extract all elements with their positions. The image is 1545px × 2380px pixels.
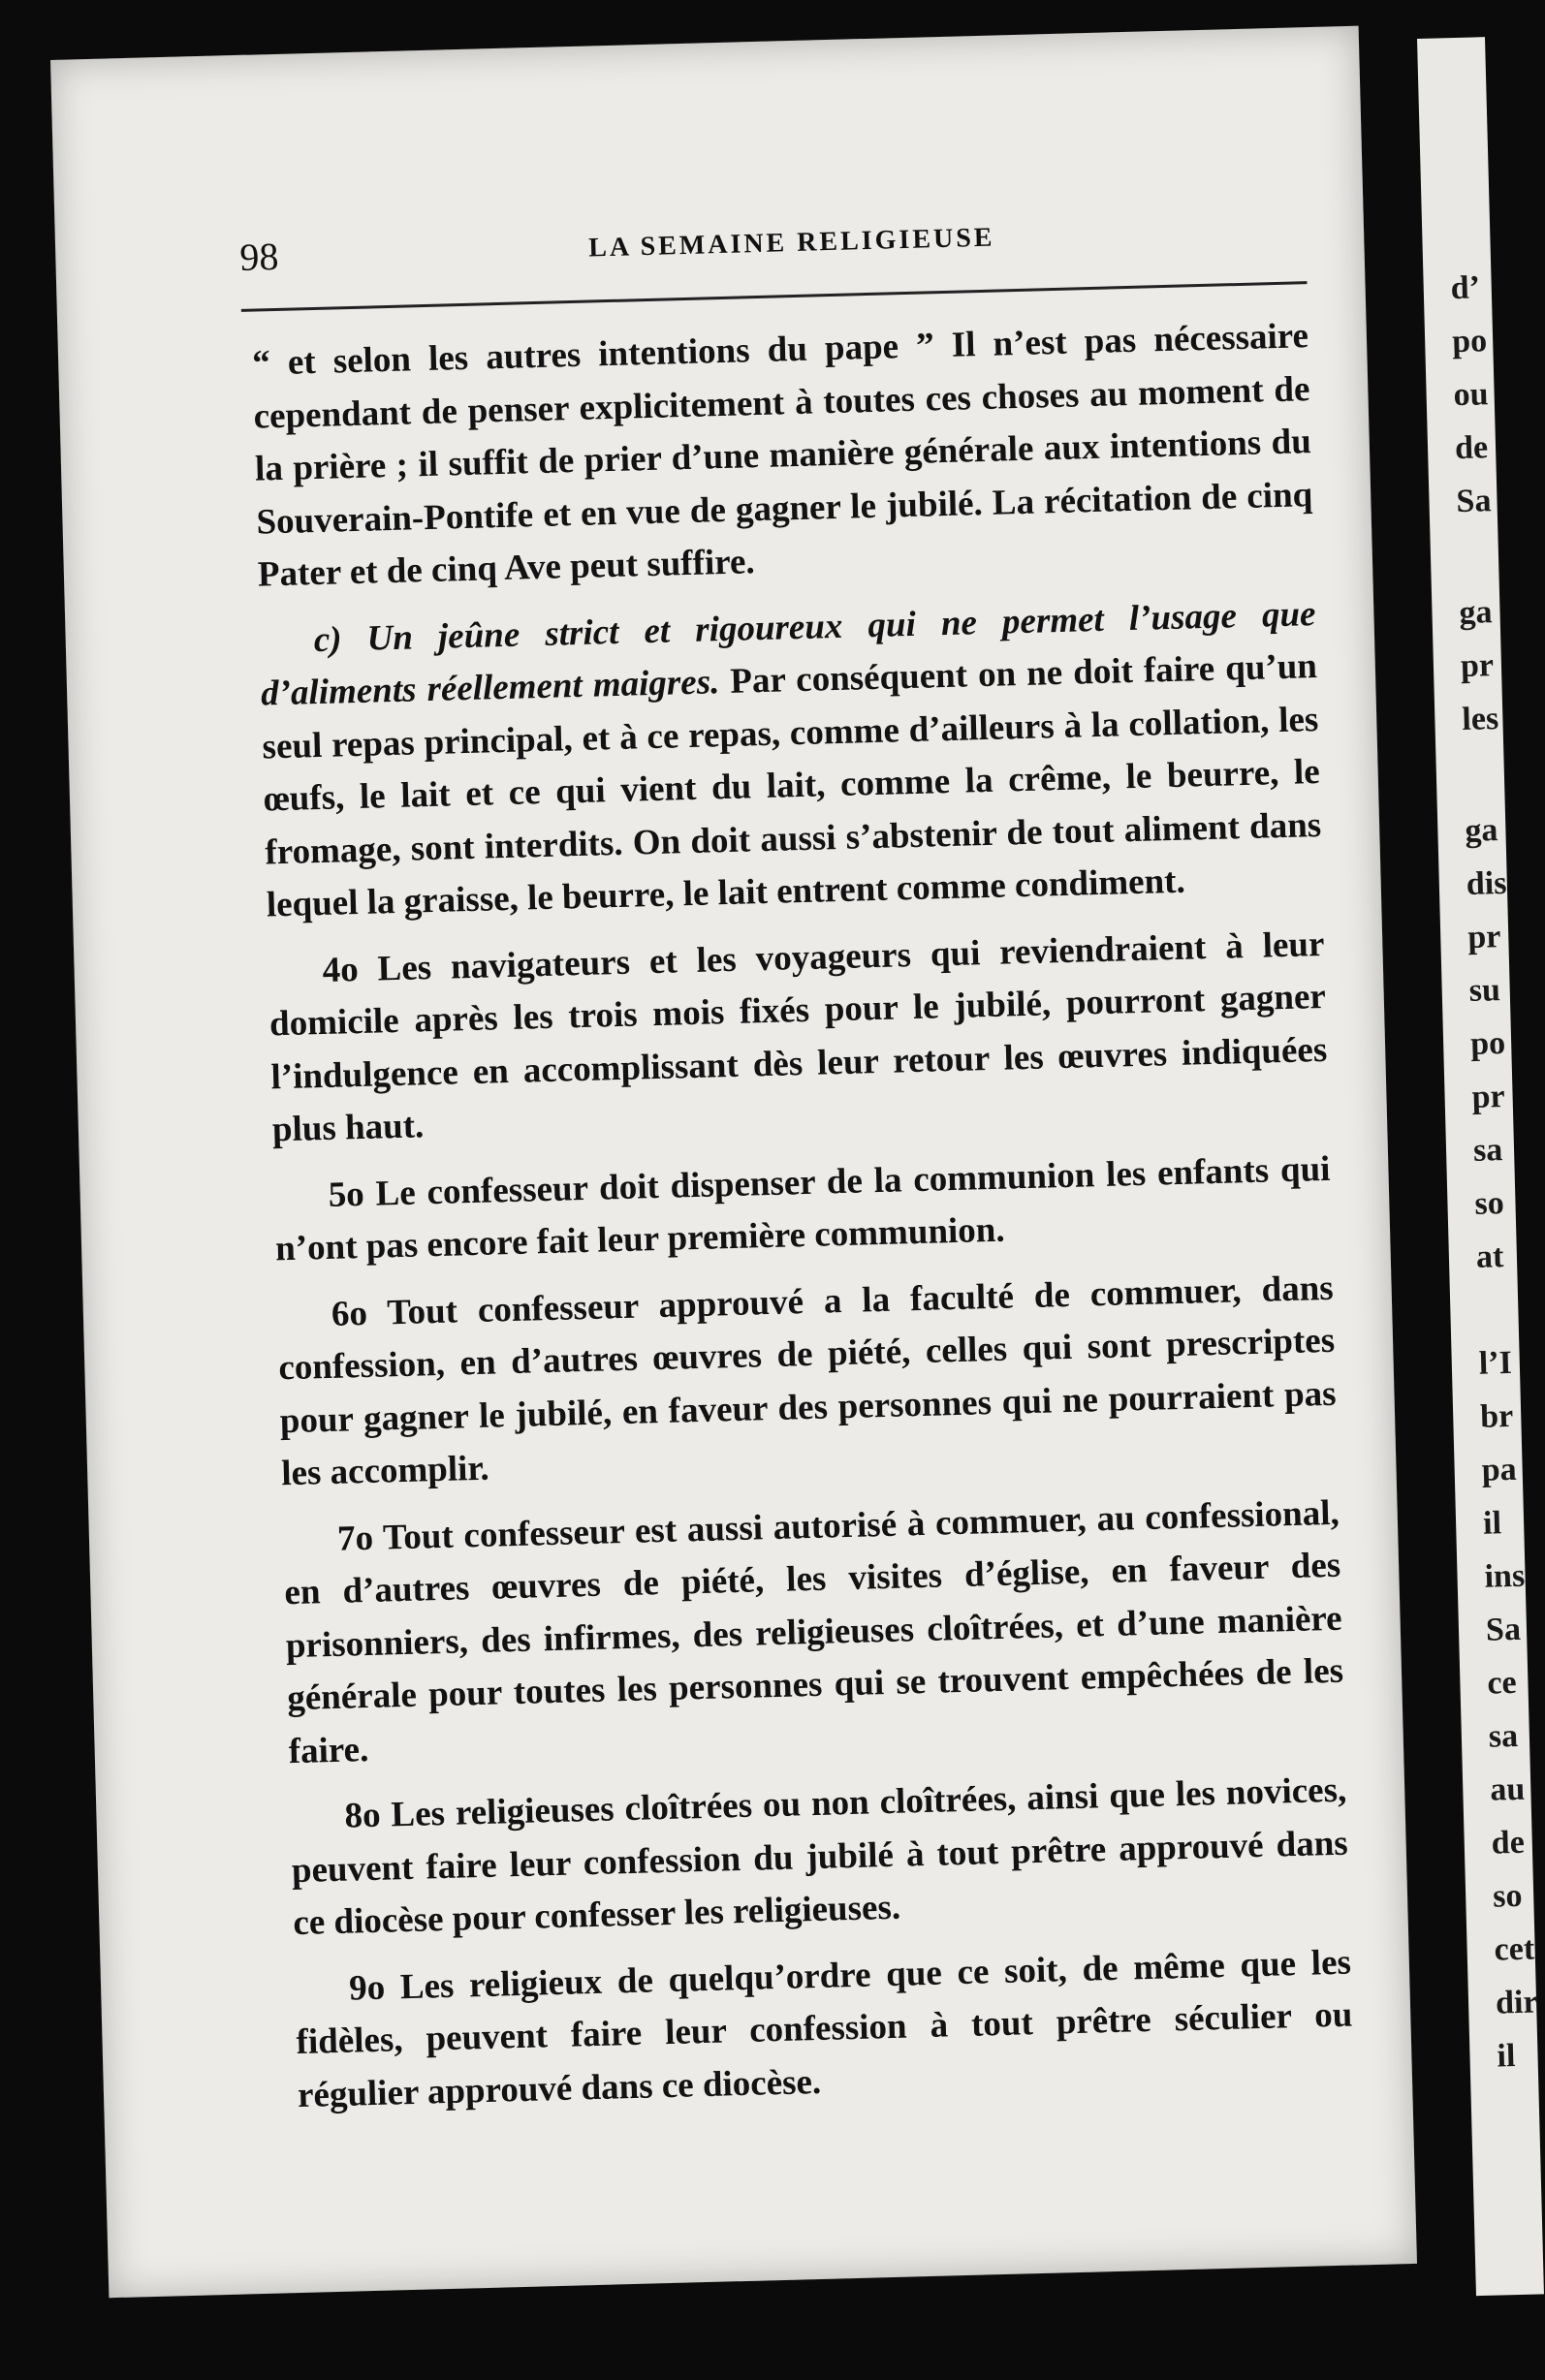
- running-title: LA SEMAINE RELIGIEUSE: [587, 222, 995, 264]
- facing-fragment: ce: [1486, 1664, 1518, 1702]
- facing-fragment: su: [1468, 972, 1501, 1009]
- facing-fragment: so: [1474, 1185, 1505, 1222]
- paragraph: 6o Tout confesseur approuvé a la faculté de commuer, dans confession, en d’autres œuvres de piété, celles qui sont prescriptes pour gagner le jubilé, en faveur des personnes qui ne pourraient pas les accomplir.: [277, 1268, 1338, 1494]
- facing-fragment: de: [1454, 429, 1489, 467]
- facing-fragment: ga: [1464, 812, 1498, 849]
- facing-fragment: pr: [1471, 1079, 1506, 1115]
- italic-heading: c) Un jeûne strict et rigoureux qui ne permet l’usage que d’aliments réellement maigres.: [260, 593, 1316, 714]
- facing-fragment: dis: [1466, 864, 1507, 902]
- facing-fragment: il: [1482, 1505, 1502, 1542]
- facing-fragment: dir: [1495, 1984, 1539, 2021]
- facing-fragment: ga: [1459, 594, 1493, 632]
- facing-fragment: po: [1451, 323, 1488, 360]
- page-header: [239, 206, 1307, 293]
- facing-fragment: l’I: [1478, 1344, 1513, 1382]
- facing-fragment: il: [1497, 2038, 1516, 2075]
- facing-fragment: pr: [1466, 919, 1501, 955]
- facing-fragment: sa: [1472, 1132, 1503, 1169]
- facing-fragment: ou: [1453, 376, 1490, 414]
- facing-fragment: br: [1479, 1397, 1514, 1435]
- book-page: [50, 26, 1417, 2299]
- facing-fragment: les: [1461, 701, 1499, 738]
- facing-fragment: pa: [1481, 1451, 1518, 1488]
- paragraph: 5o Le confesseur doit dispenser de la communion les enfants qui n’ont pas encore fait leur première communion.: [274, 1148, 1331, 1269]
- facing-fragment: cet: [1494, 1930, 1535, 1968]
- facing-page-edge: [1417, 37, 1544, 2296]
- paragraph: 4o Les navigateurs et les voyageurs qui reviendraient à leur domicile après les trois mois fixés pour le jubilé, pourront gagner l’indulgence en accomplissant dès leur retour les œuvres indiquées plus haut.: [268, 924, 1328, 1150]
- paragraph: [259, 588, 1323, 932]
- facing-fragment: sa: [1488, 1717, 1519, 1755]
- facing-fragment: ins: [1484, 1557, 1526, 1595]
- paragraph: 8o Les religieuses cloîtrées ou non cloîtrées, ainsi que les novices, peuvent faire leur confession du jubilé à tout prêtre approuvé dans ce diocèse pour confesser les religieuses.: [291, 1769, 1349, 1944]
- paragraph: 7o Tout confesseur est aussi autorisé à commuer, au confessional, en d’autres œuvres de piété, les visites d’église, en faveur des prisonniers, des infirmes, des religieuses cloîtrées, et d’une manière générale pour toutes les personnes qui se trouvent empêchées de les faire.: [283, 1492, 1344, 1771]
- paragraph: 9o Les religieux de quelqu’ordre que ce soit, de même que les fidèles, peuvent faire leur confession à tout prêtre séculier ou régulier approuvé dans ce diocèse.: [296, 1942, 1353, 2115]
- facing-fragment: d’: [1450, 269, 1481, 307]
- facing-fragment: Sa: [1485, 1611, 1522, 1648]
- facing-fragment: Sa: [1456, 483, 1492, 520]
- paragraph: “ et selon les autres intentions du pape ” Il n’est pas nécessaire cependant de penser explicitement à toutes ces choses au moment de la prière ; il suffit de prier d’une manière générale aux intentions du Souverain-Pontife et en vue de gagner le jubilé. La récitation de cinq Pater et de cinq Ave peut suffire.: [251, 316, 1313, 595]
- facing-fragment: pr: [1460, 647, 1495, 685]
- facing-fragment: at: [1475, 1238, 1504, 1275]
- paragraph-text: Par conséquent on ne doit faire qu’un seul repas principal, et à ce repas, comme d’ailleurs à la collation, les œufs, le lait et ce qui vient du lait, comme la crême, le beurre, le fromage, sont interdits. On doit aussi s’abstenir de tout aliment dans lequel la graisse, le beurre, le lait entrent comme condiment.: [262, 646, 1322, 925]
- facing-fragment: de: [1491, 1824, 1526, 1862]
- page-number: 98: [238, 234, 279, 279]
- facing-fragment: po: [1469, 1024, 1506, 1062]
- facing-fragment: au: [1489, 1770, 1526, 1808]
- facing-fragment: so: [1492, 1877, 1523, 1915]
- page-body: [252, 310, 1355, 2136]
